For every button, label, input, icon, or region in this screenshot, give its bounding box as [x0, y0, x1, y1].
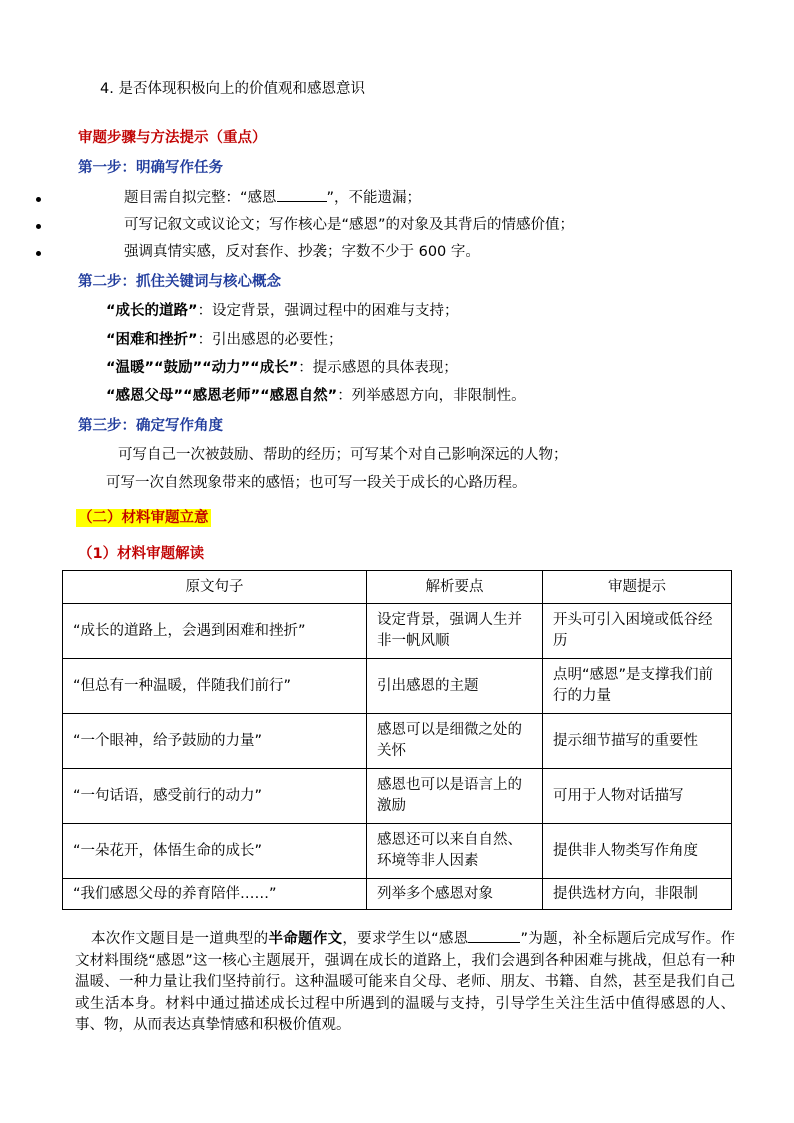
table-cell: “一句话语，感受前行的动力” — [63, 769, 367, 824]
table-header: 原文句子 — [63, 571, 367, 604]
title-blank — [277, 187, 327, 202]
list-item-4: 4. 是否体现积极向上的价值观和感恩意识 — [100, 81, 365, 97]
table-cell: “成长的道路上，会遇到困难和挫折” — [63, 604, 367, 659]
keyword-2: “困难和挫折” — [106, 332, 198, 348]
title-blank — [468, 928, 520, 943]
keyword-line-4 — [106, 384, 526, 405]
step1-bullet-2: 可写记叙文或议论文；写作核心是“感恩”的对象及其背后的情感价值； — [124, 217, 575, 233]
step3-title: 第三步：确定写作角度 — [78, 418, 223, 434]
bullet-1-pre: 题目需自拟完整：“感恩 — [124, 190, 277, 206]
table-row — [63, 714, 732, 769]
table-cell: 提示细节描写的重要性 — [543, 714, 732, 769]
table-row — [63, 769, 732, 824]
table-cell: 点明“感恩”是支撑我们前行的力量 — [543, 659, 732, 714]
material-table — [62, 570, 732, 910]
table-header-row — [63, 571, 732, 604]
table-cell: 提供非人物类写作角度 — [543, 824, 732, 879]
keyword-2-desc: ：引出感恩的必要性； — [197, 332, 343, 348]
step2-title: 第二步：抓住关键词与核心概念 — [78, 274, 281, 290]
keyword-line-1 — [106, 299, 459, 320]
para-bold-term: 半命题作文 — [268, 931, 343, 947]
table-cell: 提供选材方向，非限制 — [543, 879, 732, 910]
table-row — [63, 659, 732, 714]
bullet-dot — [36, 197, 41, 202]
table-cell: “但总有一种温暖，伴随我们前行” — [63, 659, 367, 714]
step1-bullet-1 — [124, 186, 421, 207]
table-cell: 设定背景，强调人生并非一帆风顺 — [367, 604, 543, 659]
step1-title: 第一步：明确写作任务 — [78, 160, 223, 176]
section2-heading — [76, 506, 211, 527]
table-cell: 可用于人物对话描写 — [543, 769, 732, 824]
para-post: ”为题，补全标题后完成写作。作文材料围绕“感恩”这一核心主题展开，强调在成长的道路上，我们会遇到各种困难与挑战，但总有一种温暖、一种力量让我们坚持前行。这种温暖可能来自父母、老师、朋友、书籍、自然，甚至是我们自己或生活本身。材料中通过描述成长过程中所遇到的温暖与支持，引导学生关注生活中值得感恩的人、事、物，从而表达真挚情感和积极价值观。 — [75, 931, 736, 1033]
para-pre: 本次作文题目是一道典型的 — [91, 931, 269, 947]
step1-bullet-3: 强调真情实感，反对套作、抄袭；字数不少于 600 字。 — [124, 244, 480, 260]
table-cell: 感恩还可以来自自然、环境等非人因素 — [367, 824, 543, 879]
keyword-line-3 — [106, 356, 458, 377]
section-heading: 审题步骤与方法提示（重点） — [78, 130, 267, 146]
step3-line-2: 可写一次自然现象带来的感悟；也可写一段关于成长的心路历程。 — [106, 475, 527, 491]
para-mid: ，要求学生以“感恩 — [342, 931, 469, 947]
keyword-3-desc: ：提示感恩的具体表现； — [298, 360, 458, 376]
table-cell: “一个眼神，给予鼓励的力量” — [63, 714, 367, 769]
keyword-4-desc: ：列举感恩方向，非限制性。 — [337, 388, 526, 404]
table-header: 审题提示 — [543, 571, 732, 604]
table-cell: “我们感恩父母的养育陪伴……” — [63, 879, 367, 910]
keyword-1: “成长的道路” — [106, 303, 198, 319]
table-row — [63, 604, 732, 659]
table-header: 解析要点 — [367, 571, 543, 604]
table-cell: 开头可引入困境或低谷经历 — [543, 604, 732, 659]
table-cell: 引出感恩的主题 — [367, 659, 543, 714]
bullet-dot — [36, 251, 41, 256]
table-row — [63, 824, 732, 879]
table-cell: 列举多个感恩对象 — [367, 879, 543, 910]
keyword-line-2 — [106, 328, 343, 349]
step3-line-1: 可写自己一次被鼓励、帮助的经历；可写某个对自己影响深远的人物； — [118, 447, 568, 463]
analysis-paragraph — [75, 928, 735, 1037]
keyword-4: “感恩父母”“感恩老师”“感恩自然” — [106, 388, 338, 404]
keyword-1-desc: ：设定背景，强调过程中的困难与支持； — [197, 303, 459, 319]
keyword-3: “温暖”“鼓励”“动力”“成长” — [106, 360, 299, 376]
table-cell: 感恩可以是细微之处的关怀 — [367, 714, 543, 769]
bullet-1-post: ”，不能遗漏； — [326, 190, 422, 206]
sub1-heading: （1）材料审题解读 — [78, 546, 205, 562]
table-cell: “一朵花开，体悟生命的成长” — [63, 824, 367, 879]
bullet-dot — [36, 224, 41, 229]
table-row — [63, 879, 732, 910]
table-cell: 感恩也可以是语言上的激励 — [367, 769, 543, 824]
section2-heading-text: （二）材料审题立意 — [78, 510, 209, 526]
